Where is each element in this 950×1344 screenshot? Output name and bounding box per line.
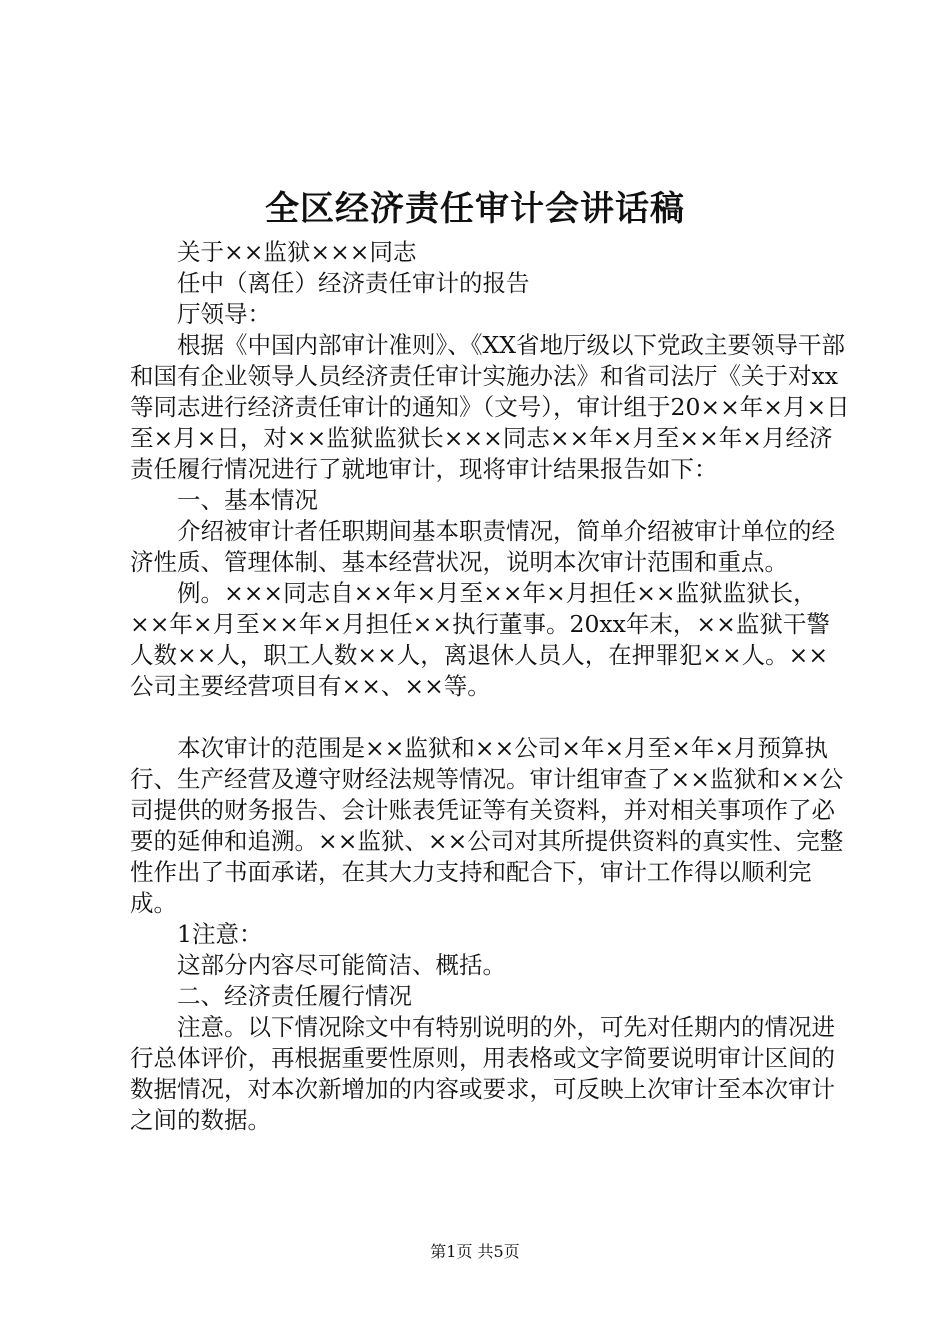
document-body — [130, 237, 850, 1136]
paragraph-example: 例。×××同志自××年×月至××年×月担任××监狱监狱长，××年×月至××年×月担任××执行董事。20xx年末，××监狱干警人数××人，职工人数××人，离退休人员人，在押罪犯××人。××公司主要经营项目有××、××等。 — [130, 579, 830, 700]
paragraph-intro: 根据《中国内部审计准则》、《XX省地厅级以下党政主要领导干部和国有企业领导人员经济责任审计实施办法》和省司法厅《关于对xx等同志进行经济责任审计的通知》（文号），审计组于20××年×月×日至×月×日，对××监狱监狱长×××同志××年×月至××年×月经济责任履行情况进行了就地审计，现将审计结果报告如下： — [130, 331, 850, 483]
document-title: 全区经济责任审计会讲话稿 — [265, 189, 685, 229]
paragraph-performance-note: 注意。以下情况除文中有特别说明的外，可先对任期内的情况进行总体评价，再根据重要性原则，用表格或文字简要说明审计区间的数据情况，对本次新增加的内容或要求，可反映上次审计至本次审计之间的数据。 — [130, 1013, 835, 1134]
section-heading-performance: 二、经济责任履行情况 — [177, 982, 412, 1010]
paragraph-audit-scope: 本次审计的范围是××监狱和××公司×年×月至×年×月预算执行、生产经营及遵守财经法规等情况。审计组审查了××监狱和××公司提供的财务报告、会计账表凭证等有关资料，并对相关事项作了必要的延伸和追溯。××监狱、××公司对其所提供资料的真实性、完整性作出了书面承诺，在其大力支持和配合下，审计工作得以顺利完成。 — [130, 734, 844, 917]
paragraph-note-label: 1注意： — [177, 920, 263, 948]
paragraph-subject-line2: 任中（离任）经济责任审计的报告 — [177, 269, 530, 297]
paragraph-subject-line1: 关于××监狱×××同志 — [177, 238, 417, 266]
paragraph-basic-description: 介绍被审计者任职期间基本职责情况，简单介绍被审计单位的经济性质、管理体制、基本经营状况，说明本次审计范围和重点。 — [130, 517, 835, 576]
paragraph-note-text: 这部分内容尽可能简洁、概括。 — [177, 951, 506, 979]
page-footer: 第1页 共5页 — [430, 1242, 520, 1261]
section-heading-basic: 一、基本情况 — [177, 486, 318, 514]
paragraph-salutation: 厅领导： — [177, 300, 271, 328]
